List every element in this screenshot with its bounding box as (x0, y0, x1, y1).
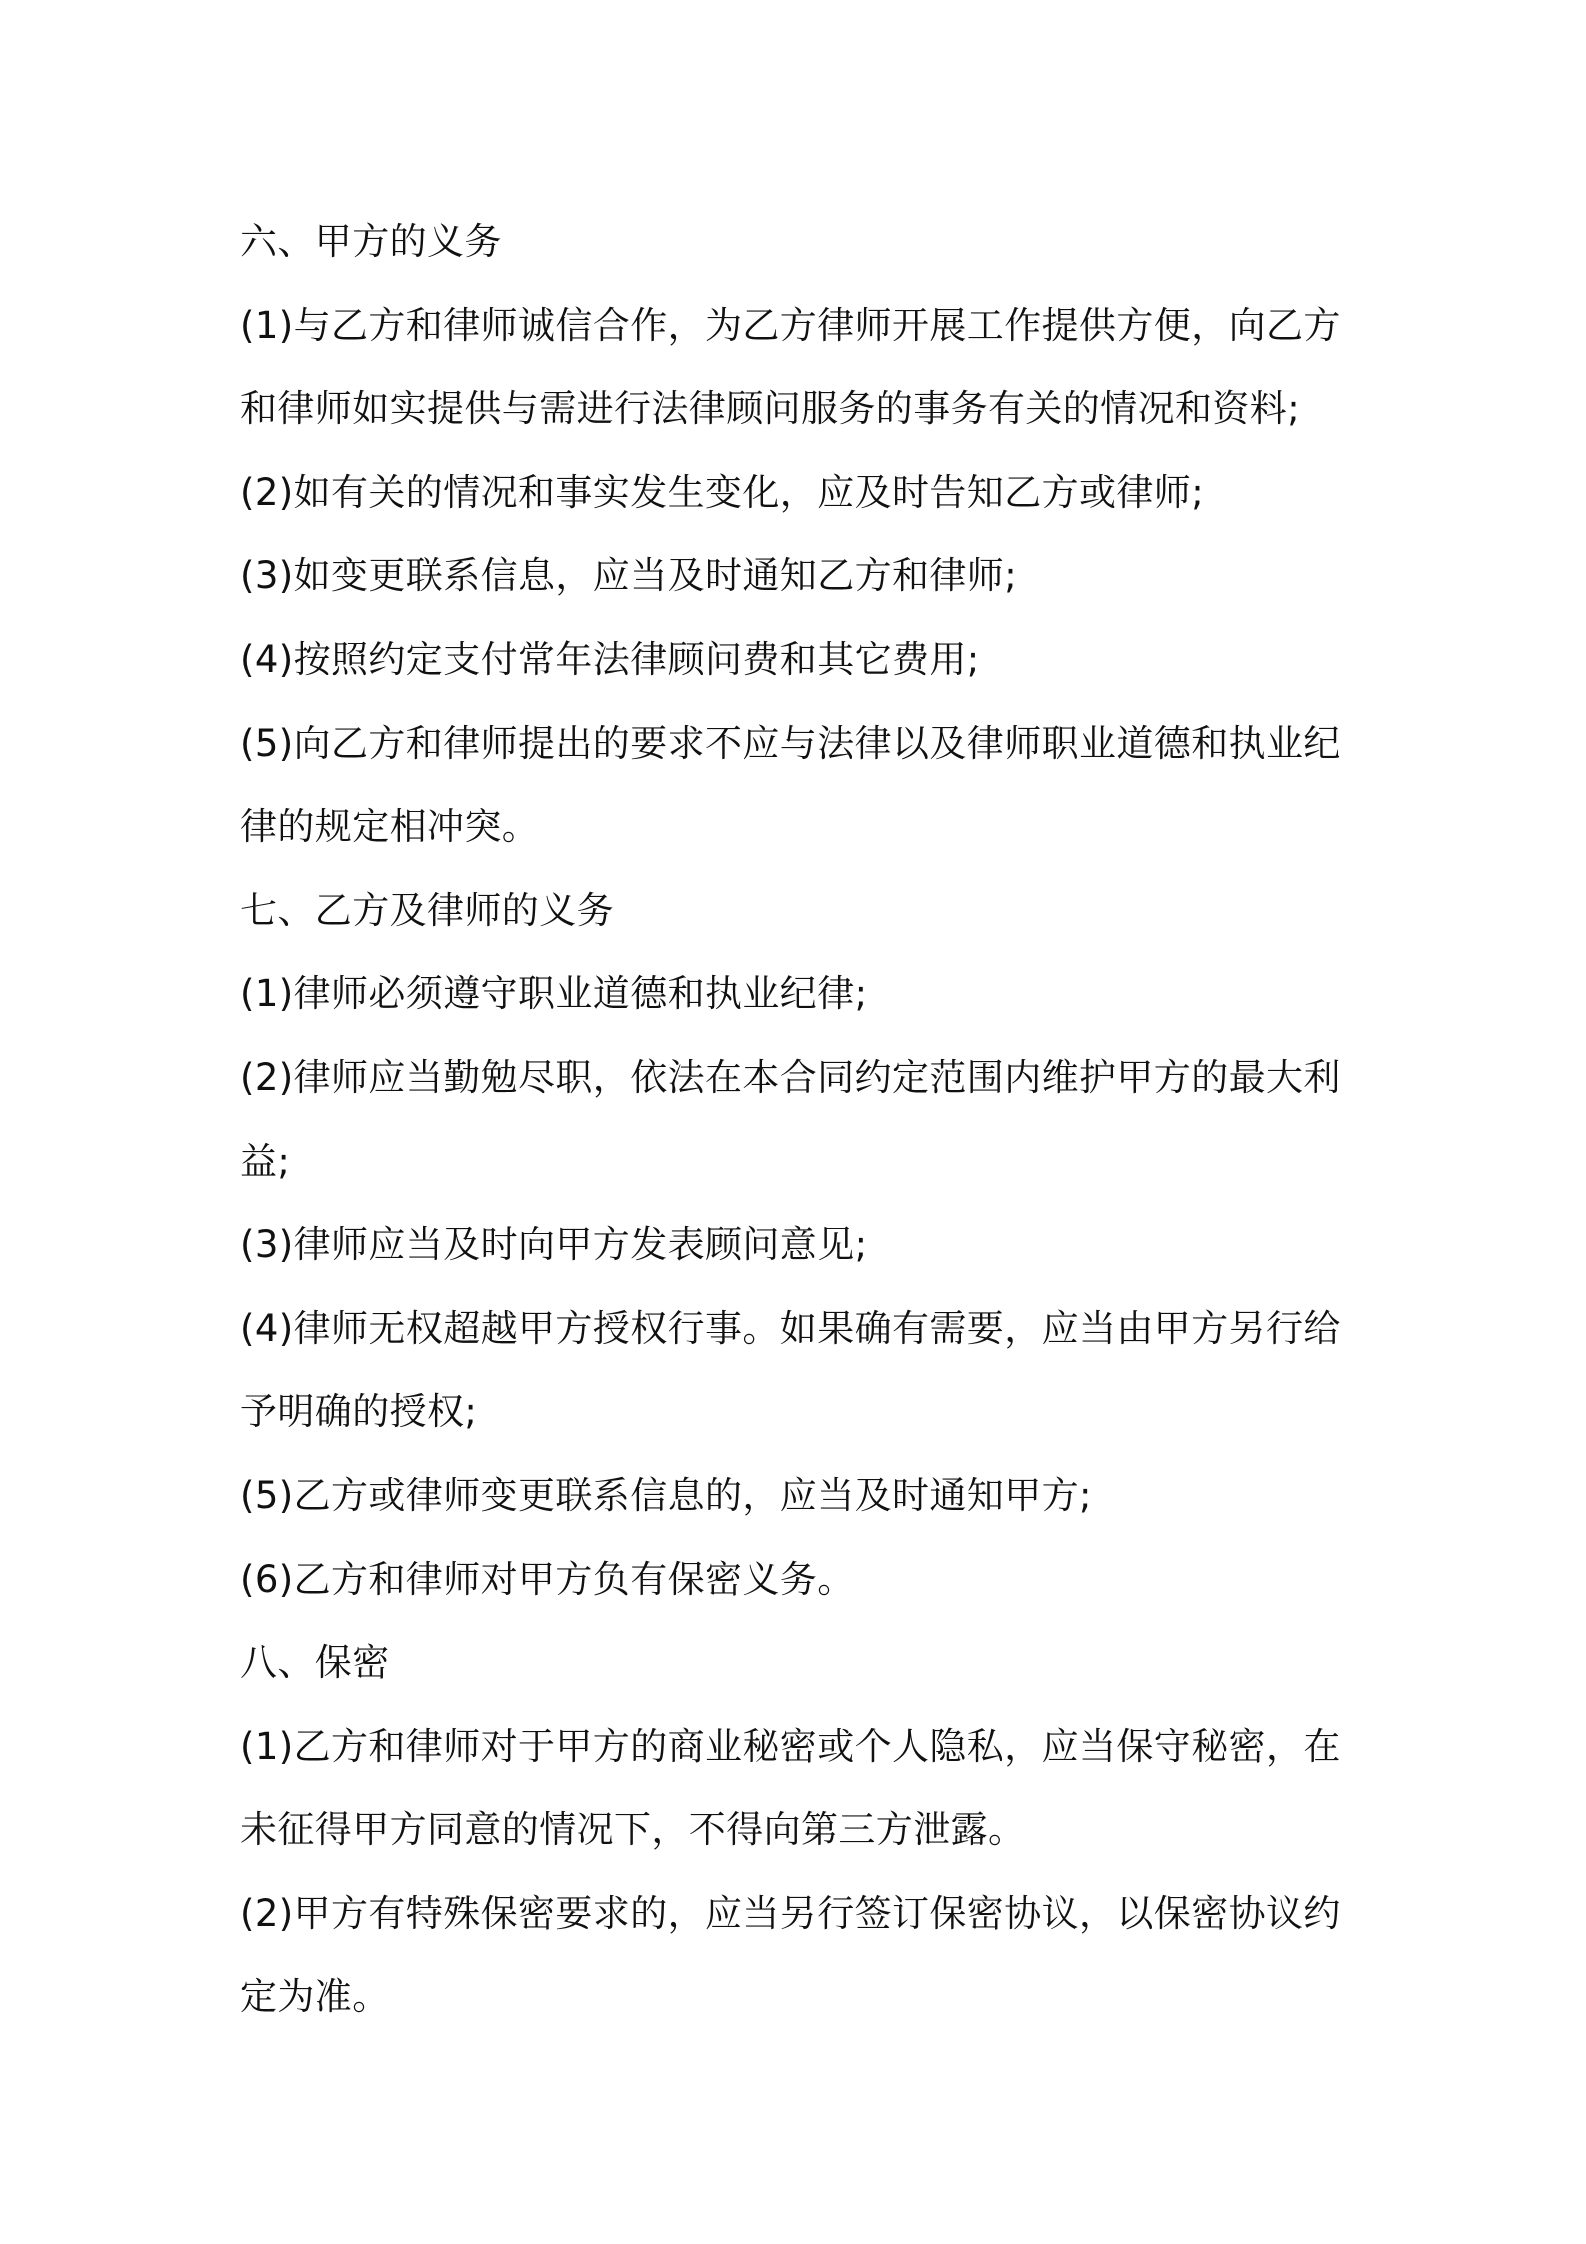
paragraph-line: (1)乙方和律师对于甲方的商业秘密或个人隐私，应当保守秘密，在 (240, 1724, 1341, 1768)
paragraph-line: (3)如变更联系信息，应当及时通知乙方和律师; (240, 554, 1018, 598)
section-heading-7: 七、乙方及律师的义务 (240, 888, 614, 932)
paragraph-line: (4)律师无权超越甲方授权行事。如果确有需要，应当由甲方另行给 (240, 1306, 1341, 1350)
document-body (240, 200, 1350, 2039)
paragraph-line: (2)如有关的情况和事实发生变化，应及时告知乙方或律师; (240, 470, 1205, 514)
paragraph-line: (1)与乙方和律师诚信合作，为乙方律师开展工作提供方便，向乙方 (240, 303, 1341, 347)
paragraph-line: (4)按照约定支付常年法律顾问费和其它费用; (240, 637, 980, 681)
paragraph-line: (3)律师应当及时向甲方发表顾问意见; (240, 1223, 868, 1267)
paragraph-line: 律的规定相冲突。 (240, 805, 540, 849)
paragraph-line: (5)向乙方和律师提出的要求不应与法律以及律师职业道德和执业纪 (240, 721, 1341, 765)
paragraph-line: 未征得甲方同意的情况下，不得向第三方泄露。 (240, 1808, 1026, 1852)
paragraph-line: 予明确的授权; (240, 1390, 478, 1434)
section-heading-6: 六、甲方的义务 (240, 220, 502, 263)
paragraph-line: 和律师如实提供与需进行法律顾问服务的事务有关的情况和资料; (240, 387, 1301, 431)
paragraph-line: (6)乙方和律师对甲方负有保密义务。 (240, 1557, 855, 1601)
paragraph-line: (1)律师必须遵守职业道德和执业纪律; (240, 972, 868, 1016)
paragraph-line: 益; (240, 1139, 291, 1183)
section-heading-8: 八、保密 (240, 1641, 390, 1685)
paragraph-line: (2)甲方有特殊保密要求的，应当另行签订保密协议，以保密协议约 (240, 1891, 1341, 1935)
paragraph-line: 定为准。 (240, 1975, 390, 2019)
paragraph-line: (5)乙方或律师变更联系信息的，应当及时通知甲方; (240, 1473, 1092, 1517)
paragraph-line: (2)律师应当勤勉尽职，依法在本合同约定范围内维护甲方的最大利 (240, 1055, 1341, 1099)
